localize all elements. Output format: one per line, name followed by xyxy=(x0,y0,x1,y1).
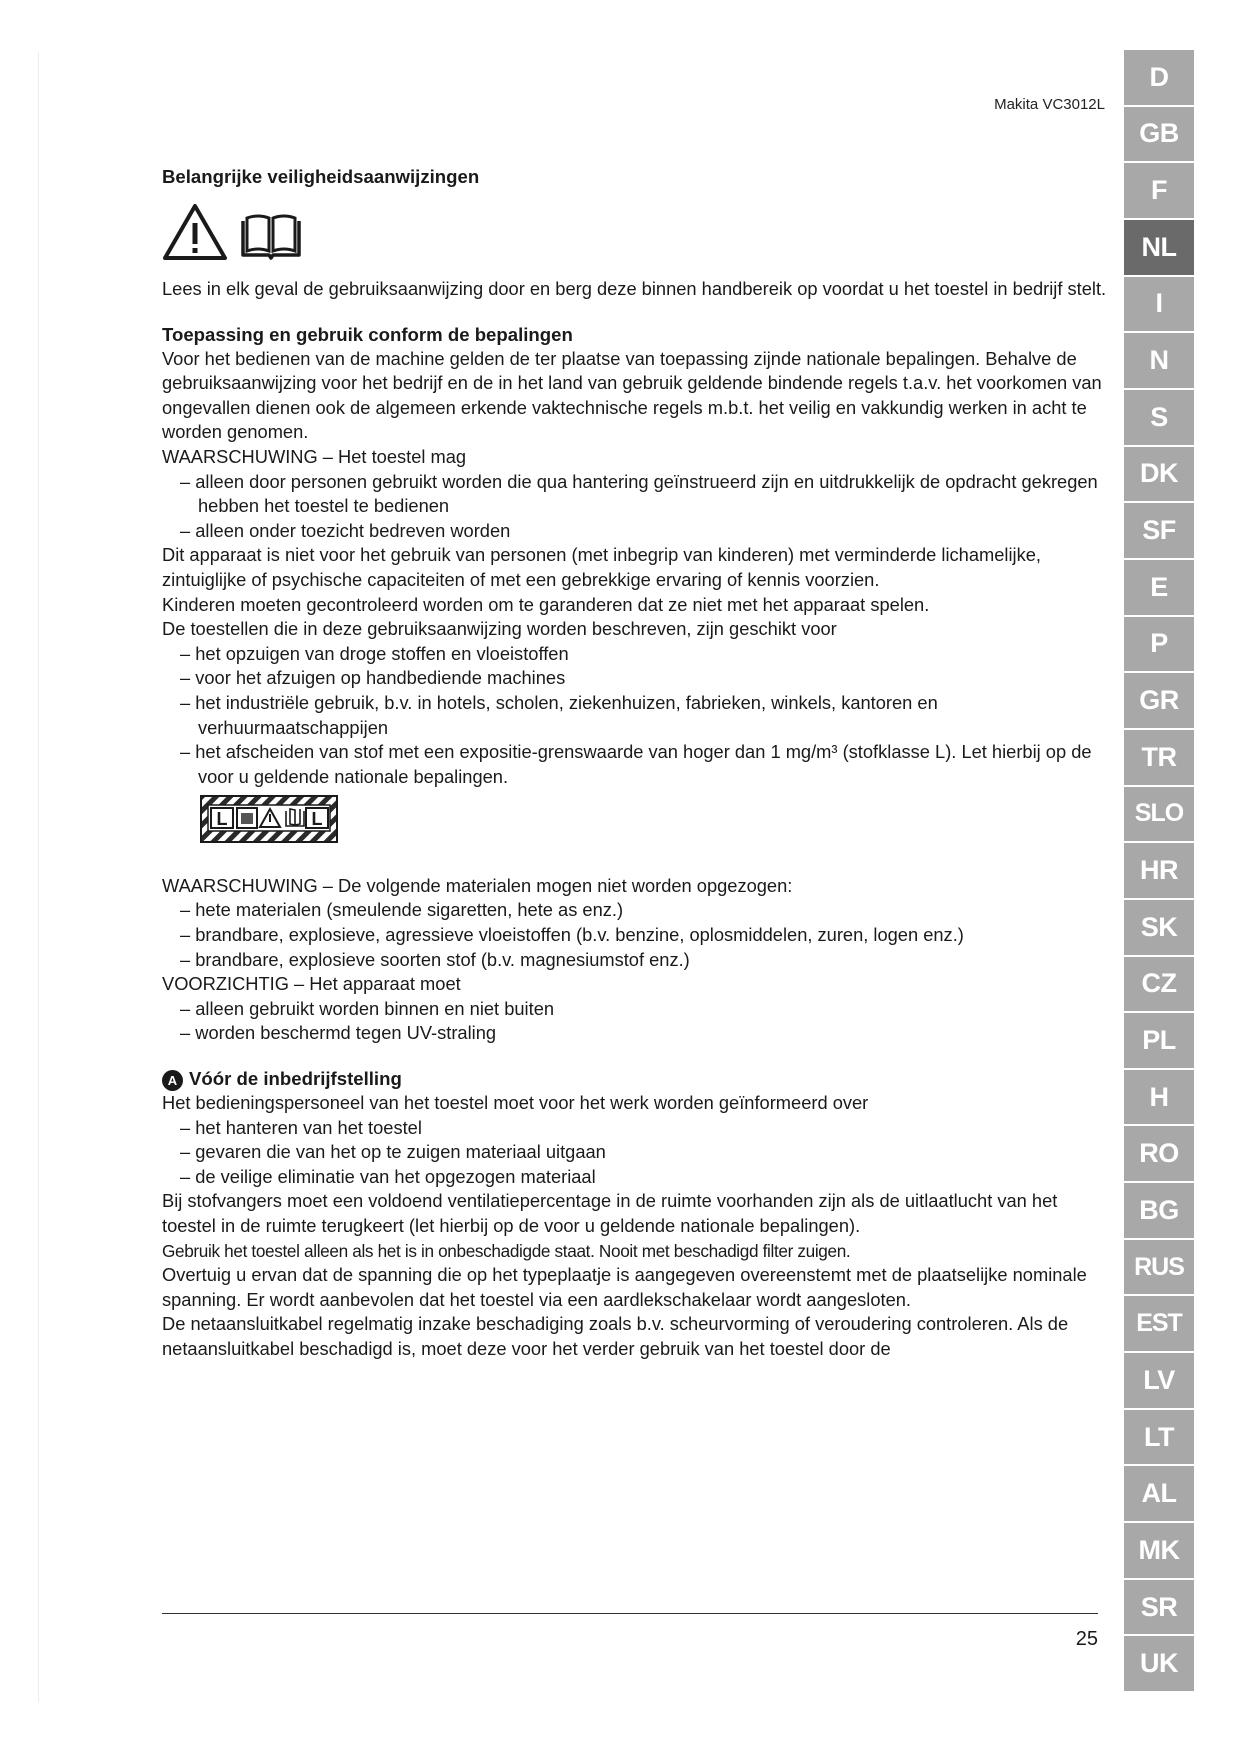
list-item: – alleen gebruikt worden binnen en niet buiten xyxy=(162,997,1110,1022)
caution-lead: VOORZICHTIG – Het apparaat moet xyxy=(162,973,461,995)
language-tab-sf[interactable]: SF xyxy=(1124,503,1194,560)
list-item: – de veilige eliminatie van het opgezogen materiaal xyxy=(162,1165,1110,1190)
language-tab-gr[interactable]: GR xyxy=(1124,673,1194,730)
usage-paragraph-1: Voor het bedienen van de machine gelden de ter plaatse van toepassing zijnde nationale bepalingen. Behalve de gebruiksaanwijzing voor het bedrijf en de in het land van gebruik geldende bindende regels t.a.v. het voorkomen van ongevallen dienen ook de algemeen erkende vaktechnische regels m.b.t. het veilig en vakkundig werken in acht te worden genomen. xyxy=(162,347,1102,443)
language-tabs xyxy=(1124,50,1194,1693)
language-tab-n[interactable]: N xyxy=(1124,333,1194,390)
section-a-badge: A xyxy=(162,1070,183,1091)
startup-heading xyxy=(162,1067,1110,1091)
language-tab-slo[interactable]: SLO xyxy=(1124,787,1194,844)
language-tab-sr[interactable]: SR xyxy=(1124,1580,1194,1637)
dust-class-left-label: L xyxy=(216,809,228,830)
language-tab-f[interactable]: F xyxy=(1124,163,1194,220)
suitable-lead: De toestellen die in deze gebruiksaanwijzing worden beschreven, zijn geschikt voor xyxy=(162,618,837,640)
footer-divider xyxy=(162,1613,1098,1614)
startup-lead: Het bedieningspersoneel van het toestel moet voor het werk worden geïnformeerd over xyxy=(162,1092,869,1114)
language-tab-h[interactable]: H xyxy=(1124,1070,1194,1127)
page-number: 25 xyxy=(1075,1628,1098,1650)
language-tab-sk[interactable]: SK xyxy=(1124,900,1194,957)
dust-class-right-label: L xyxy=(311,809,323,830)
language-tab-ro[interactable]: RO xyxy=(1124,1126,1194,1183)
language-tab-gb[interactable]: GB xyxy=(1124,107,1194,164)
safety-icons xyxy=(162,201,1110,261)
suitable-list xyxy=(162,642,1110,790)
language-tab-pl[interactable]: PL xyxy=(1124,1013,1194,1070)
list-item: – alleen onder toezicht bedreven worden xyxy=(162,519,1110,544)
list-item: – brandbare, explosieve soorten stof (b.v. magnesiumstof enz.) xyxy=(162,948,1110,973)
language-tab-dk[interactable]: DK xyxy=(1124,447,1194,504)
list-item: – het industriële gebruik, b.v. in hotels, scholen, ziekenhuizen, fabrieken, winkels, kantoren en verhuurmaatschappijen xyxy=(162,691,1110,740)
startup-paragraph-2: Gebruik het toestel alleen als het is in onbeschadigde staat. Nooit met beschadigd filter zuigen. xyxy=(162,1240,851,1261)
warning-1-list xyxy=(162,470,1110,544)
warning-2-list xyxy=(162,898,1110,972)
warning-2-lead: WAARSCHUWING – De volgende materialen mogen niet worden opgezogen: xyxy=(162,874,793,896)
language-tab-bg[interactable]: BG xyxy=(1124,1183,1194,1240)
language-tab-i[interactable]: I xyxy=(1124,277,1194,334)
language-tab-cz[interactable]: CZ xyxy=(1124,957,1194,1014)
list-item: – brandbare, explosieve, agressieve vloeistoffen (b.v. benzine, oplosmiddelen, zuren, logen enz.) xyxy=(162,923,1110,948)
language-tab-hr[interactable]: HR xyxy=(1124,843,1194,900)
warning-triangle-icon xyxy=(162,203,228,261)
language-tab-d[interactable]: D xyxy=(1124,50,1194,107)
language-tab-p[interactable]: P xyxy=(1124,617,1194,674)
manual-book-icon xyxy=(238,211,304,261)
startup-paragraph-3: Overtuig u ervan dat de spanning die op het typeplaatje is aangegeven overeenstemt met de plaatselijke nominale spanning. Er wordt aanbevolen dat het toestel via een aardlekschakelaar wordt aangesloten. xyxy=(162,1264,1087,1310)
startup-paragraph-4: De netaansluitkabel regelmatig inzake beschadiging zoals b.v. scheurvorming of veroudering controleren. Als de netaansluitkabel beschadigd is, moet deze voor het verder gebruik van het toestel door de xyxy=(162,1313,1069,1359)
list-item: – het afscheiden van stof met een expositie-grenswaarde van hoger dan 1 mg/m³ (stofklasse L). Let hierbij op de voor u geldende nationale bepalingen. xyxy=(162,740,1110,789)
language-tab-est[interactable]: EST xyxy=(1124,1296,1194,1353)
startup-list xyxy=(162,1116,1110,1190)
list-item: – gevaren die van het op te zuigen materiaal uitgaan xyxy=(162,1140,1110,1165)
usage-paragraph-3: Kinderen moeten gecontroleerd worden om te garanderen dat ze niet met het apparaat spelen. xyxy=(162,593,930,615)
language-tab-nl[interactable]: NL xyxy=(1124,220,1194,277)
language-tab-mk[interactable]: MK xyxy=(1124,1523,1194,1580)
language-tab-al[interactable]: AL xyxy=(1124,1466,1194,1523)
page-edge xyxy=(38,52,39,1702)
language-tab-lv[interactable]: LV xyxy=(1124,1353,1194,1410)
safety-heading: Belangrijke veiligheidsaanwijzingen xyxy=(162,166,480,187)
dust-class-l-symbol xyxy=(200,795,338,843)
language-tab-uk[interactable]: UK xyxy=(1124,1636,1194,1693)
language-tab-tr[interactable]: TR xyxy=(1124,730,1194,787)
model-header: Makita VC3012L xyxy=(994,96,1105,113)
language-tab-rus[interactable]: RUS xyxy=(1124,1240,1194,1297)
list-item: – worden beschermd tegen UV-straling xyxy=(162,1021,1110,1046)
language-tab-s[interactable]: S xyxy=(1124,390,1194,447)
language-tab-lt[interactable]: LT xyxy=(1124,1410,1194,1467)
list-item: – alleen door personen gebruikt worden die qua hantering geïnstrueerd zijn en uitdrukkelijk de opdracht gekregen hebben het toestel te bedienen xyxy=(162,470,1110,519)
startup-heading-text: Vóór de inbedrijfstelling xyxy=(189,1068,402,1090)
list-item: – hete materialen (smeulende sigaretten, hete as enz.) xyxy=(162,898,1110,923)
usage-heading: Toepassing en gebruik conform de bepalingen xyxy=(162,323,573,345)
warning-1-lead: WAARSCHUWING – Het toestel mag xyxy=(162,445,467,467)
language-tab-e[interactable]: E xyxy=(1124,560,1194,617)
list-item: – voor het afzuigen op handbediende machines xyxy=(162,666,1110,691)
usage-paragraph-2: Dit apparaat is niet voor het gebruik van personen (met inbegrip van kinderen) met verminderde lichamelijke, zintuiglijke of psychische capaciteiten of met een gebrekkige ervaring of kennis voorzien. xyxy=(162,544,1041,590)
list-item: – het opzuigen van droge stoffen en vloeistoffen xyxy=(162,642,1110,667)
caution-list xyxy=(162,997,1110,1046)
list-item: – het hanteren van het toestel xyxy=(162,1116,1110,1141)
startup-paragraph-1: Bij stofvangers moet een voldoend ventilatiepercentage in de ruimte voorhanden zijn als de uitlaatlucht van het toestel in de ruimte terugkeert (let hierbij op de voor u geldende nationale bepalingen). xyxy=(162,1190,1058,1236)
main-content xyxy=(162,165,1110,1362)
safety-intro: Lees in elk geval de gebruiksaanwijzing door en berg deze binnen handbereik op voordat u het toestel in bedrijf stelt. xyxy=(162,278,1107,299)
